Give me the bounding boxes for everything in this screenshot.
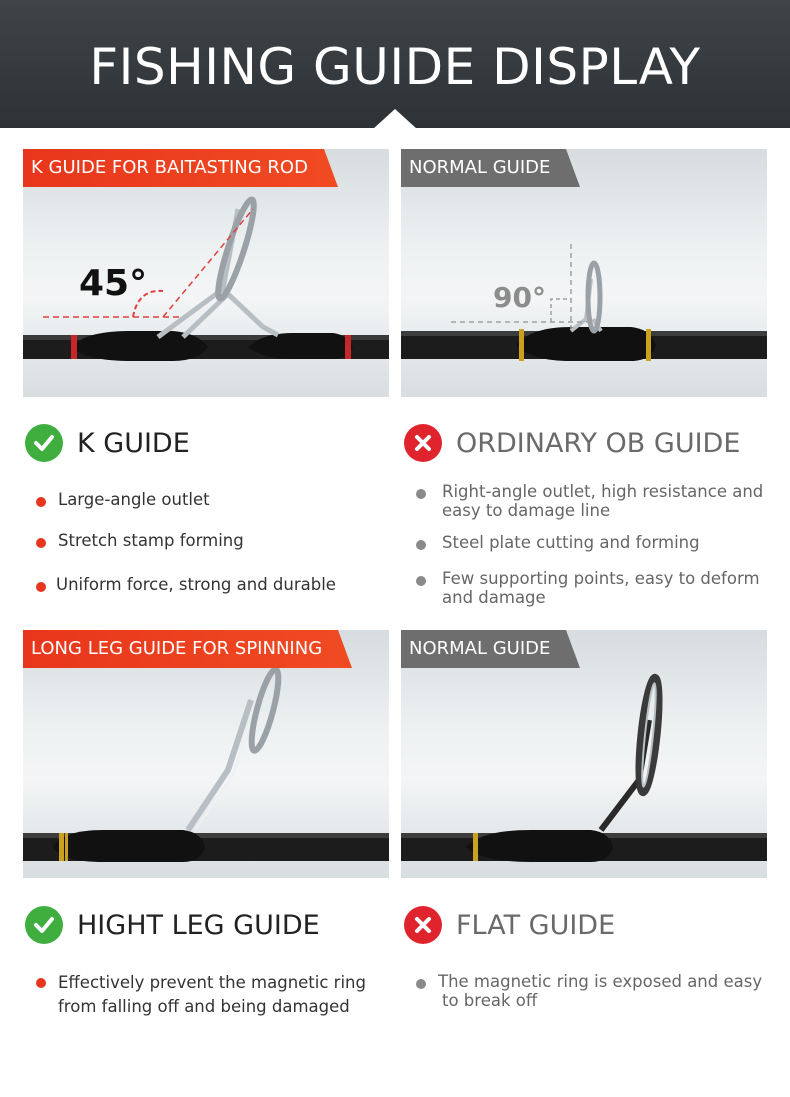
panel-tag: NORMAL GUIDE: [401, 630, 566, 668]
cross-icon: [404, 906, 442, 944]
guide-foot-wrap: [466, 830, 613, 862]
page-title: FISHING GUIDE DISPLAY: [89, 38, 701, 96]
feature-title: FLAT GUIDE: [456, 909, 616, 941]
feature-title: ORDINARY OB GUIDE: [456, 427, 741, 459]
list-item: Effectively prevent the magnetic ring from falling off and being damaged: [36, 971, 366, 1019]
cross-icon: [404, 424, 442, 462]
check-icon: [25, 906, 63, 944]
feature-title: K GUIDE: [77, 427, 190, 459]
feature-title: HIGHT LEG GUIDE: [77, 909, 320, 941]
panel-tag: K GUIDE FOR BAITASTING ROD: [23, 149, 324, 187]
list-item: Uniform force, strong and durable: [36, 575, 336, 594]
list-item: Few supporting points, easy to deform and damage: [416, 569, 760, 607]
feature-k-guide: [25, 423, 190, 463]
guide-foot-wrap: [53, 830, 205, 862]
header-notch: [373, 109, 417, 129]
header-banner: [0, 0, 790, 128]
long-leg-ring: [246, 667, 283, 752]
angle-label: 45°: [79, 263, 148, 304]
angle-label: 90°: [493, 281, 546, 314]
feature-ordinary-ob-guide: [404, 423, 740, 463]
feature-hight-leg-guide: [25, 905, 320, 945]
feature-flat-guide: [404, 905, 615, 945]
list-item: Large-angle outlet: [36, 490, 210, 509]
long-leg-frame: [188, 700, 251, 830]
check-icon: [25, 424, 63, 462]
list-item: Right-angle outlet, high resistance and easy to damage line: [416, 482, 763, 520]
panel-k-guide: [23, 149, 389, 397]
list-item: Stretch stamp forming: [36, 531, 244, 550]
list-item: The magnetic ring is exposed and easy to break off: [416, 972, 762, 1010]
guide-foot-wrap: [516, 327, 656, 361]
panel-long-leg-guide: [23, 630, 389, 878]
panel-tag: LONG LEG GUIDE FOR SPINNING: [23, 630, 338, 668]
list-item: Steel plate cutting and forming: [416, 533, 700, 552]
panel-normal-guide-top: [401, 149, 767, 397]
panel-normal-guide-bottom: [401, 630, 767, 878]
panel-tag: NORMAL GUIDE: [401, 149, 566, 187]
